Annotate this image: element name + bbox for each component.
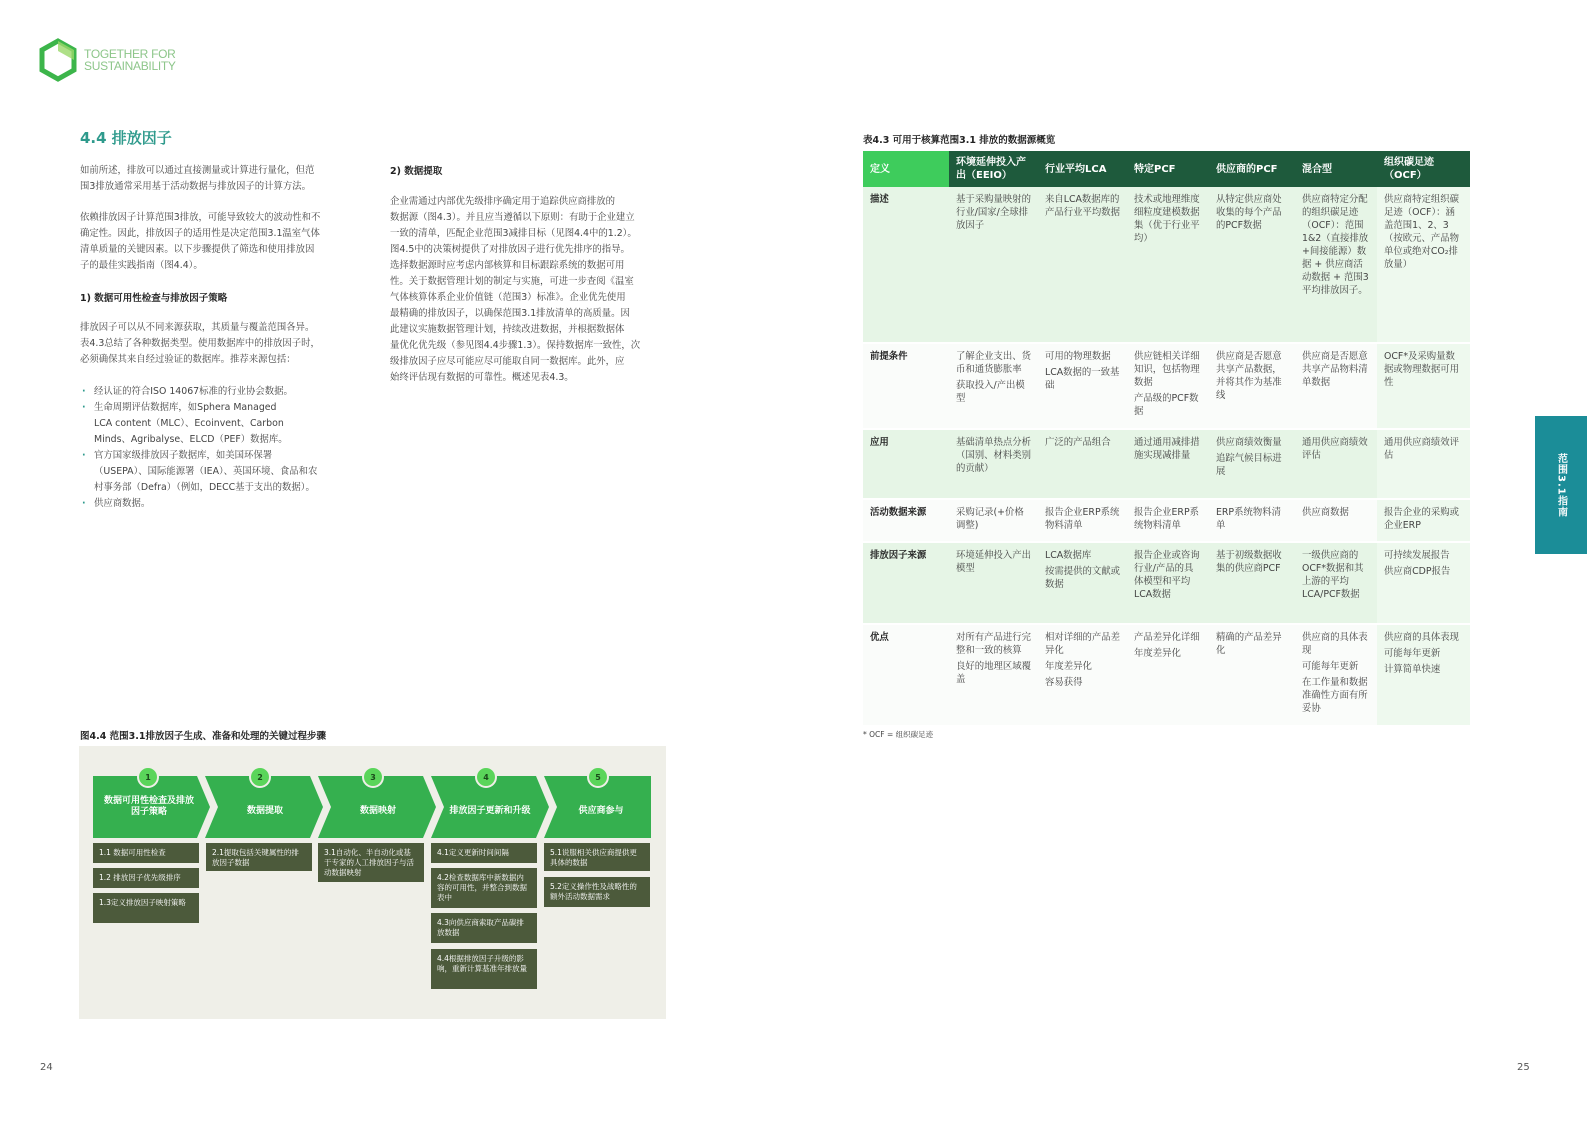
table-cell bbox=[1295, 429, 1377, 499]
table-row bbox=[863, 624, 1470, 726]
cell-paragraph: 供应商是否愿意共享产品物料清单数据 bbox=[1302, 351, 1368, 388]
table-cell bbox=[1377, 187, 1470, 343]
cell-paragraph: 供应链相关详细知识，包括物理数据 bbox=[1134, 351, 1200, 388]
cell-paragraph: 通用供应商绩效评估 bbox=[1384, 437, 1460, 461]
cell-paragraph: OCF*及采购量数据或物理数据可用性 bbox=[1384, 351, 1460, 388]
intro-paragraph-1: 如前所述，排放可以通过直接测量或计算进行量化，但范 围3排放通常采用基于活动数据与排放因子的计算方法。 bbox=[80, 165, 315, 192]
table-cell bbox=[1377, 429, 1470, 499]
sub-step-box: 4.4根据排放因子升级的影响，重新计算基准年排放量 bbox=[431, 949, 537, 989]
cell-paragraph: 一级供应商的OCF*数据和其上游的平均LCA/PCF数据 bbox=[1302, 550, 1364, 600]
list-item: · 生命周期评估数据库，如Sphera Managed LCA content（MLC）、Ecoinvent、Carbon Minds、Agribalyse、ELCD（PEF）数据库。 bbox=[80, 400, 370, 448]
table-row bbox=[863, 187, 1470, 343]
table-header: 环境延伸投入产出（EEIO） bbox=[949, 151, 1038, 187]
table-cell bbox=[1038, 499, 1127, 542]
step-number-1: 1 bbox=[137, 766, 159, 788]
page-number-left: 24 bbox=[40, 1062, 53, 1073]
list-item: · 官方国家级排放因子数据库，如美国环保署 （USEPA）、国际能源署（IEA）、英国环境、食品和农 村事务部（Defra）（例如，DECC基于支出的数据）。 bbox=[80, 448, 370, 496]
cell-paragraph: 报告企业ERP系统物料清单 bbox=[1045, 507, 1120, 531]
sub-step-box: 4.1定义更新时间间隔 bbox=[431, 843, 537, 863]
cell-paragraph: 供应商是否愿意共享产品数据，并将其作为基准线 bbox=[1216, 351, 1282, 401]
row-header: 活动数据来源 bbox=[863, 499, 949, 542]
cell-paragraph: 良好的地理区域覆盖 bbox=[956, 661, 1032, 685]
table-cell bbox=[1295, 624, 1377, 726]
cell-paragraph: 按需提供的文献或数据 bbox=[1045, 566, 1121, 590]
table-cell bbox=[1127, 499, 1209, 542]
step-title-2: 数据提取 bbox=[246, 806, 283, 816]
row-header: 排放因子来源 bbox=[863, 542, 949, 624]
data-source-table bbox=[863, 151, 1470, 727]
subheading-data-extraction: 2) 数据提取 bbox=[390, 166, 443, 177]
cell-paragraph: 供应商的具体表现 bbox=[1302, 632, 1368, 656]
cell-paragraph: 可能每年更新 bbox=[1384, 648, 1441, 659]
cell-paragraph: 基础清单热点分析（国别、材料类别的贡献） bbox=[956, 437, 1032, 474]
cell-paragraph: 年度差异化 bbox=[1134, 648, 1181, 659]
cell-paragraph: 采购记录(+价格调整) bbox=[956, 507, 1024, 531]
table-cell bbox=[1127, 624, 1209, 726]
table-row bbox=[863, 429, 1470, 499]
table-row bbox=[863, 542, 1470, 624]
table-cell bbox=[1209, 542, 1295, 624]
sub-step-box: 4.3向供应商索取产品碳排放数据 bbox=[431, 913, 537, 943]
cell-paragraph: 在工作量和数据准确性方面有所妥协 bbox=[1302, 677, 1368, 714]
hexagon-logo-icon bbox=[38, 38, 78, 82]
table-cell bbox=[949, 429, 1038, 499]
table-cell bbox=[1209, 343, 1295, 429]
logo-text: TOGETHER FOR SUSTAINABILITY bbox=[84, 47, 176, 73]
step-number-4: 4 bbox=[475, 766, 497, 788]
step-title-1: 数据可用性检查及排放因子策略 bbox=[103, 796, 194, 817]
table-cell bbox=[949, 624, 1038, 726]
cell-paragraph: 报告企业或咨询行业/产品的具体模型和平均LCA数据 bbox=[1134, 550, 1200, 600]
table-cell bbox=[1127, 429, 1209, 499]
table-cell bbox=[1377, 499, 1470, 542]
cell-paragraph: 来自LCA数据库的产品行业平均数据 bbox=[1045, 194, 1121, 218]
sub-step-box: 1.1 数据可用性检查 bbox=[93, 843, 199, 863]
table-header: 混合型 bbox=[1295, 151, 1377, 187]
table-header: 组织碳足迹（OCF） bbox=[1377, 151, 1470, 187]
table-cell bbox=[1127, 542, 1209, 624]
cell-paragraph: 获取投入/产出模型 bbox=[956, 380, 1025, 404]
cell-paragraph: 基于初级数据收集的供应商PCF bbox=[1216, 550, 1282, 574]
cell-paragraph: 供应商特定组织碳足迹（OCF）：涵盖范围1、2、3（按欧元、产品物单位或绝对CO₂排放量） bbox=[1384, 194, 1460, 270]
page-number-right: 25 bbox=[1517, 1062, 1530, 1073]
table-cell bbox=[1038, 343, 1127, 429]
cell-paragraph: 相对详细的产品差异化 bbox=[1045, 632, 1121, 656]
cell-paragraph: 供应商特定分配的组织碳足迹（OCF）：范围1&2（直接排放+间接能源）数据 + 供应商活动数据 + 范围3平均排放因子。 bbox=[1302, 194, 1369, 296]
cell-paragraph: 通过通用减排措施实现减排量 bbox=[1134, 437, 1200, 461]
cell-paragraph: 环境延伸投入产出模型 bbox=[956, 550, 1032, 574]
table-cell bbox=[949, 499, 1038, 542]
cell-paragraph: 年度差异化 bbox=[1045, 661, 1092, 672]
section-title: 4.4 排放因子 bbox=[80, 129, 172, 147]
sub-step-box: 4.2检查数据库中新数据内容的可用性，并整合到数据表中 bbox=[431, 868, 537, 908]
step-title-3: 数据映射 bbox=[359, 806, 396, 816]
table-header-row bbox=[863, 151, 1470, 187]
step-title-4: 排放因子更新和升级 bbox=[449, 806, 531, 816]
sub-step-box: 5.1说服相关供应商提供更具体的数据 bbox=[544, 843, 650, 871]
sub-step-box: 3.1自动化、半自动化或基于专家的人工排放因子与活动数据映射 bbox=[318, 843, 424, 882]
sub-step-box: 2.1提取包括关键属性的排放因子数据 bbox=[206, 843, 312, 871]
table-cell bbox=[949, 187, 1038, 343]
cell-paragraph: 产品级的PCF数据 bbox=[1134, 393, 1199, 417]
table-row bbox=[863, 499, 1470, 542]
paragraph-sources: 排放因子可以从不同来源获取，其质量与覆盖范围各异。 表4.3总结了各种数据类型。使用数据库中的排放因子时， 必须确保其来自经过验证的数据库。推荐来源包括： bbox=[80, 322, 320, 365]
table-cell bbox=[1209, 499, 1295, 542]
table-header: 定义 bbox=[863, 151, 949, 187]
cell-paragraph: 可能每年更新 bbox=[1302, 661, 1359, 672]
list-item: · 供应商数据。 bbox=[80, 496, 370, 512]
cell-paragraph: 对所有产品进行完整和一致的核算 bbox=[956, 632, 1032, 656]
sub-step-box: 1.2 排放因子优先级排序 bbox=[93, 868, 199, 888]
chapter-side-tab[interactable]: 范围3.1指南 bbox=[1535, 416, 1587, 554]
table-title: 表4.3 可用于核算范围3.1 排放的数据源概览 bbox=[863, 135, 1056, 146]
table-cell bbox=[1209, 429, 1295, 499]
table-cell bbox=[1209, 187, 1295, 343]
table-cell bbox=[1295, 187, 1377, 343]
cell-paragraph: 供应商绩效衡量 bbox=[1216, 437, 1282, 448]
cell-paragraph: 广泛的产品组合 bbox=[1045, 437, 1111, 448]
cell-paragraph: LCA数据库 bbox=[1045, 550, 1092, 561]
step-number-5: 5 bbox=[587, 766, 609, 788]
cell-paragraph: 了解企业支出、货币和通货膨胀率 bbox=[956, 351, 1032, 375]
table-cell bbox=[1127, 187, 1209, 343]
paragraph-extraction: 企业需通过内部优先级排序确定用于追踪供应商排放的 数据源（图4.3）。并且应当遵循以下原则：有助于企业建立 一致的清单，匹配企业范围3减排目标（见图4.4中的1.2）。 图4.5中的决策树提供了对排放因子进行优先排序的指导。 选择数据源时应考虑内部核算和目标跟踪系统的数据可用 性。关于数据管理计划的制定与实施，可进一步查阅《温室 气体核算体系企业价值链（范围3）标准》。企业优先使用 最精确的排放因子，以确保范围3.1排放清单的高质量。因 此建议实施数据管理计划，持续改进数据，并根据数据体 量优化优先级（参见图4.4步骤1.3）。保持数据库一致性，次 级排放因子应尽可能应尽可能取自同一数据库。此外，应 始终评估现有数据的可靠性。概述见表4.3。 bbox=[390, 196, 641, 383]
cell-paragraph: 产品差异化详细 bbox=[1134, 632, 1200, 643]
cell-paragraph: 基于采购量映射的行业/国家/全球排放因子 bbox=[956, 194, 1032, 231]
cell-paragraph: 可持续发展报告 bbox=[1384, 550, 1450, 561]
table-cell bbox=[1295, 343, 1377, 429]
cell-paragraph: 供应商数据 bbox=[1302, 507, 1349, 518]
cell-paragraph: 技术或地理维度细粒度建模数据集（优于行业平均） bbox=[1134, 194, 1200, 244]
step-title-5: 供应商参与 bbox=[578, 806, 624, 816]
table-footnote: * OCF = 组织碳足迹 bbox=[863, 730, 934, 739]
table-header: 特定PCF bbox=[1127, 151, 1209, 187]
table-cell bbox=[949, 542, 1038, 624]
row-header: 描述 bbox=[863, 187, 949, 343]
step-number-3: 3 bbox=[362, 766, 384, 788]
source-list bbox=[80, 384, 370, 512]
row-header: 应用 bbox=[863, 429, 949, 499]
table-cell bbox=[1038, 542, 1127, 624]
cell-paragraph: 报告企业的采购或企业ERP bbox=[1384, 507, 1460, 531]
cell-paragraph: 容易获得 bbox=[1045, 677, 1083, 688]
cell-paragraph: LCA数据的一致基础 bbox=[1045, 367, 1120, 391]
intro-paragraph-2: 依赖排放因子计算范围3排放，可能导致较大的波动性和不 确定性。因此，排放因子的适用性是决定范围3.1温室气体 清单质量的关键因素。以下步骤提供了筛选和使用排放因 子的最佳实践指南（图4.4）。 bbox=[80, 212, 321, 271]
table-cell bbox=[1377, 343, 1470, 429]
table-header: 行业平均LCA bbox=[1038, 151, 1127, 187]
table-cell bbox=[949, 343, 1038, 429]
cell-paragraph: 精确的产品差异化 bbox=[1216, 632, 1282, 656]
table-cell bbox=[1295, 542, 1377, 624]
table-cell bbox=[1038, 624, 1127, 726]
list-item: · 经认证的符合ISO 14067标准的行业协会数据。 bbox=[80, 384, 370, 400]
table-cell bbox=[1038, 429, 1127, 499]
table-header: 供应商的PCF bbox=[1209, 151, 1295, 187]
table-cell bbox=[1295, 499, 1377, 542]
cell-paragraph: 计算简单快速 bbox=[1384, 664, 1441, 675]
subheading-data-availability: 1) 数据可用性检查与排放因子策略 bbox=[80, 293, 228, 304]
cell-paragraph: 从特定供应商处收集的每个产品的PCF数据 bbox=[1216, 194, 1282, 231]
table-row bbox=[863, 343, 1470, 429]
row-header: 前提条件 bbox=[863, 343, 949, 429]
figure-title: 图4.4 范围3.1排放因子生成、准备和处理的关键过程步骤 bbox=[80, 731, 326, 742]
logo bbox=[38, 38, 176, 82]
cell-paragraph: 追踪气候目标进展 bbox=[1216, 453, 1282, 477]
step-number-2: 2 bbox=[249, 766, 271, 788]
cell-paragraph: 报告企业ERP系统物料清单 bbox=[1134, 507, 1199, 531]
cell-paragraph: 可用的物理数据 bbox=[1045, 351, 1111, 362]
table-cell bbox=[1127, 343, 1209, 429]
table-cell bbox=[1209, 624, 1295, 726]
cell-paragraph: ERP系统物料清单 bbox=[1216, 507, 1281, 531]
sub-step-box: 1.3定义排放因子映射策略 bbox=[93, 893, 199, 923]
row-header: 优点 bbox=[863, 624, 949, 726]
table-cell bbox=[1038, 187, 1127, 343]
table-cell bbox=[1377, 624, 1470, 726]
sub-step-box: 5.2定义操作性及战略性的额外活动数据需求 bbox=[544, 877, 650, 907]
table-cell bbox=[1377, 542, 1470, 624]
cell-paragraph: 通用供应商绩效评估 bbox=[1302, 437, 1368, 461]
cell-paragraph: 供应商CDP报告 bbox=[1384, 566, 1451, 577]
cell-paragraph: 供应商的具体表现 bbox=[1384, 632, 1460, 643]
